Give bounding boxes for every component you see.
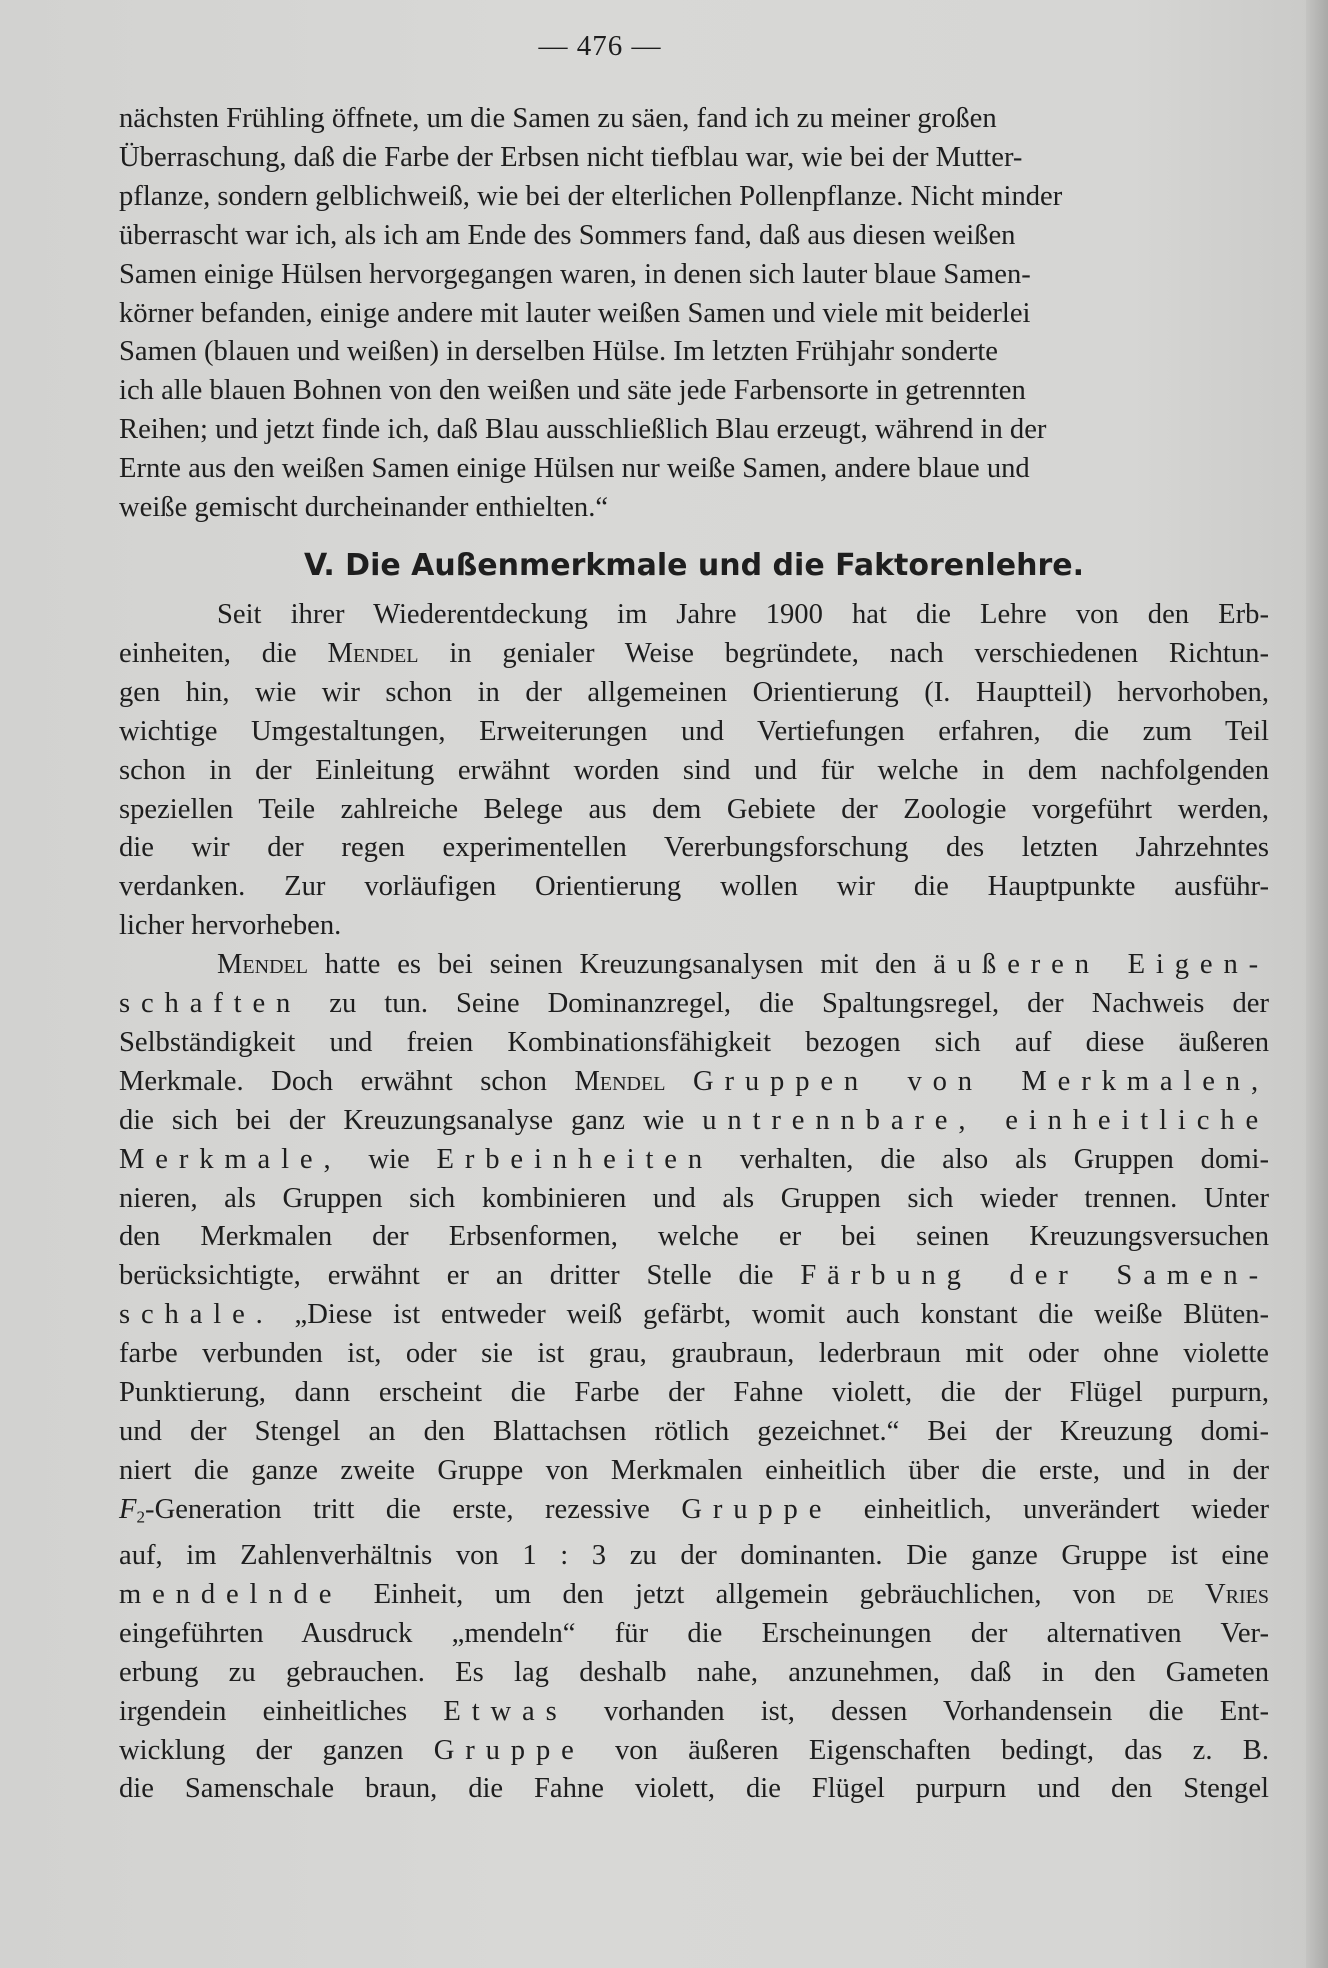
text-line: Überraschung, daß die Farbe der Erbsen nicht tiefblau war, wie bei der Mutter- <box>119 141 1023 173</box>
text-line: überrascht war ich, als ich am Ende des Sommers fand, daß aus diesen weißen <box>119 219 1016 251</box>
text-run: zu tun. Seine Dominanzregel, die Spaltungsregel, der Nachweis der <box>301 988 1269 1020</box>
text-run: verhalten, die also als Gruppen domi- <box>713 1143 1269 1175</box>
text-line: Samen (blauen und weißen) in derselben Hülse. Im letzten Frühjahr sonderte <box>119 336 998 368</box>
text-line: ich alle blauen Bohnen von den weißen und säte jede Farbensorte in getrennten <box>119 375 1026 407</box>
text-line <box>119 1257 1269 1296</box>
text-line: körner befanden, einige andere mit lauter weißen Samen und viele mit beiderlei <box>119 297 1031 329</box>
text-line: farbe verbunden ist, oder sie ist grau, graubraun, lederbraun mit oder ohne violette <box>119 1338 1269 1370</box>
emphasis: schaften <box>119 988 302 1020</box>
emphasis: Gruppe <box>433 1734 585 1766</box>
text-line: nächsten Frühling öffnete, um die Samen zu säen, fand ich zu meiner großen <box>119 103 997 134</box>
text-line <box>119 1141 1269 1180</box>
text-line: die Samenschale braun, die Fahne violett, die Flügel purpurn und den Stengel <box>119 1773 1269 1805</box>
text-line: wichtige Umgestaltungen, Erweiterungen und Vertiefungen erfahren, die zum Teil <box>119 715 1269 747</box>
author-name-mendel: Mendel <box>574 1065 666 1097</box>
text-line: den Merkmalen der Erbsenformen, welche er bei seinen Kreuzungsversuchen <box>119 1221 1269 1253</box>
text-line: erbung zu gebrauchen. Es lag deshalb nahe, anzunehmen, daß in den Gameten <box>119 1656 1269 1688</box>
emphasis: Etwas <box>443 1695 568 1727</box>
page-edge-shadow <box>1306 0 1328 1968</box>
text-line: speziellen Teile zahlreiche Belege aus dem Gebiete der Zoologie vorgeführt werden, <box>119 793 1269 825</box>
paragraph-intro <box>119 596 1269 946</box>
text-run: -Generation tritt die erste, rezessive <box>145 1493 682 1525</box>
text-line: Selbständigkeit und freien Kombinationsfähigkeit bezogen sich auf diese äußeren <box>119 1026 1269 1058</box>
emphasis: untrennbare, einheitliche <box>702 1104 1270 1136</box>
emphasis: mendelnde <box>119 1578 343 1610</box>
text-line <box>119 1576 1269 1615</box>
author-name-mendel: Mendel <box>217 949 308 981</box>
text-line <box>119 1102 1269 1141</box>
text-line: pflanze, sondern gelblichweiß, wie bei der elterlichen Pollenpflanze. Nicht minder <box>119 180 1063 212</box>
text-line: verdanken. Zur vorläufigen Orientierung wollen wir die Hauptpunkte ausführ- <box>119 871 1269 903</box>
author-name-mendel: Mendel <box>327 637 419 669</box>
text-line: die wir der regen experimentellen Vererbungsforschung des letzten Jahrzehntes <box>119 832 1269 864</box>
text-run: von äußeren Eigenschaften bedingt, das z. B. <box>584 1734 1269 1766</box>
text-line <box>119 1063 1269 1102</box>
page-body <box>119 100 1269 1809</box>
text-run: hatte es bei seinen Kreuzungsanalysen mit den <box>307 949 934 981</box>
text-run: berücksichtigte, erwähnt er an dritter Stelle die <box>119 1260 801 1292</box>
paragraph-quote-end <box>119 100 1269 528</box>
text-line: schon in der Einleitung erwähnt worden sind und für welche in dem nachfolgenden <box>119 754 1269 786</box>
text-line: niert die ganze zweite Gruppe von Merkmalen einheitlich über die erste, und in der <box>119 1454 1269 1486</box>
text-line: nieren, als Gruppen sich kombinieren und als Gruppen sich wieder trennen. Unter <box>119 1182 1269 1214</box>
text-run: Merkmale. Doch erwähnt schon <box>119 1065 575 1097</box>
page-number: — 476 — <box>538 30 662 62</box>
generation-subscript: 2 <box>136 1507 146 1527</box>
text-run: „Diese ist entweder weiß gefärbt, womit auch konstant die weiße Blüten- <box>273 1299 1269 1331</box>
text-line: Reihen; und jetzt finde ich, daß Blau ausschließlich Blau erzeugt, während in der <box>119 414 1047 446</box>
text-line <box>119 985 1269 1024</box>
text-line: und der Stengel an den Blattachsen rötlich gezeichnet.“ Bei der Kreuzung domi- <box>119 1416 1269 1447</box>
text-run: Einheit, um den jetzt allgemein gebräuchlichen, von <box>342 1578 1147 1610</box>
text-line <box>119 946 1269 985</box>
text-line: Seit ihrer Wiederentdeckung im Jahre 1900 hat die Lehre von den Erb- <box>217 598 1269 630</box>
text-run: wie <box>341 1143 437 1175</box>
text-line: Punktierung, dann erscheint die Farbe der Fahne violett, die der Flügel purpurn, <box>119 1377 1269 1409</box>
text-line: einheiten, die Mendel in genialer Weise begründete, nach verschiedenen Richtun- <box>119 637 1269 669</box>
section-heading: V. Die Außenmerkmale und die Faktorenlehre. <box>303 547 1085 583</box>
generation-symbol: F <box>119 1493 137 1525</box>
emphasis: Färbung der Samen- <box>800 1260 1269 1292</box>
text-run: die sich bei der Kreuzungsanalyse ganz wie <box>119 1104 703 1136</box>
emphasis: Gruppen von Merkmalen, <box>692 1065 1269 1097</box>
text-line <box>119 1296 1269 1335</box>
paragraph-mendel <box>119 946 1269 1809</box>
text-line: weiße gemischt durcheinander enthielten.“ <box>119 492 609 524</box>
emphasis: Merkmale, <box>119 1143 342 1175</box>
text-line: Ernte aus den weißen Samen einige Hülsen nur weiße Samen, andere blaue und <box>119 453 1030 485</box>
emphasis: schale. <box>119 1299 274 1331</box>
text-run: einheitlich, unverändert wieder <box>832 1493 1269 1525</box>
text-line: licher hervorheben. <box>119 910 342 942</box>
emphasis: Gruppe <box>681 1493 833 1525</box>
text-line: Samen einige Hülsen hervorgegangen waren, in denen sich lauter blaue Samen- <box>119 258 1031 290</box>
text-line <box>119 1732 1269 1771</box>
author-name-vries: Vries <box>1205 1578 1269 1610</box>
text-line <box>119 1491 1269 1537</box>
text-line <box>119 1693 1269 1732</box>
author-name-de: de <box>1147 1578 1174 1610</box>
text-run: irgendein einheitliches <box>119 1695 444 1727</box>
text-run: wicklung der ganzen <box>119 1734 434 1766</box>
text-run: vorhanden ist, dessen Vorhandensein die Ent- <box>567 1695 1270 1727</box>
emphasis: äußeren Eigen- <box>933 949 1269 981</box>
text-line: gen hin, wie wir schon in der allgemeinen Orientierung (I. Hauptteil) hervorhoben, <box>119 676 1269 708</box>
emphasis: Erbeinheiten <box>436 1143 714 1175</box>
text-line: eingeführten Ausdruck „mendeln“ für die Erscheinungen der alternativen Ver- <box>119 1617 1269 1649</box>
text-line: auf, im Zahlenverhältnis von 1 : 3 zu der dominanten. Die ganze Gruppe ist eine <box>119 1540 1269 1571</box>
